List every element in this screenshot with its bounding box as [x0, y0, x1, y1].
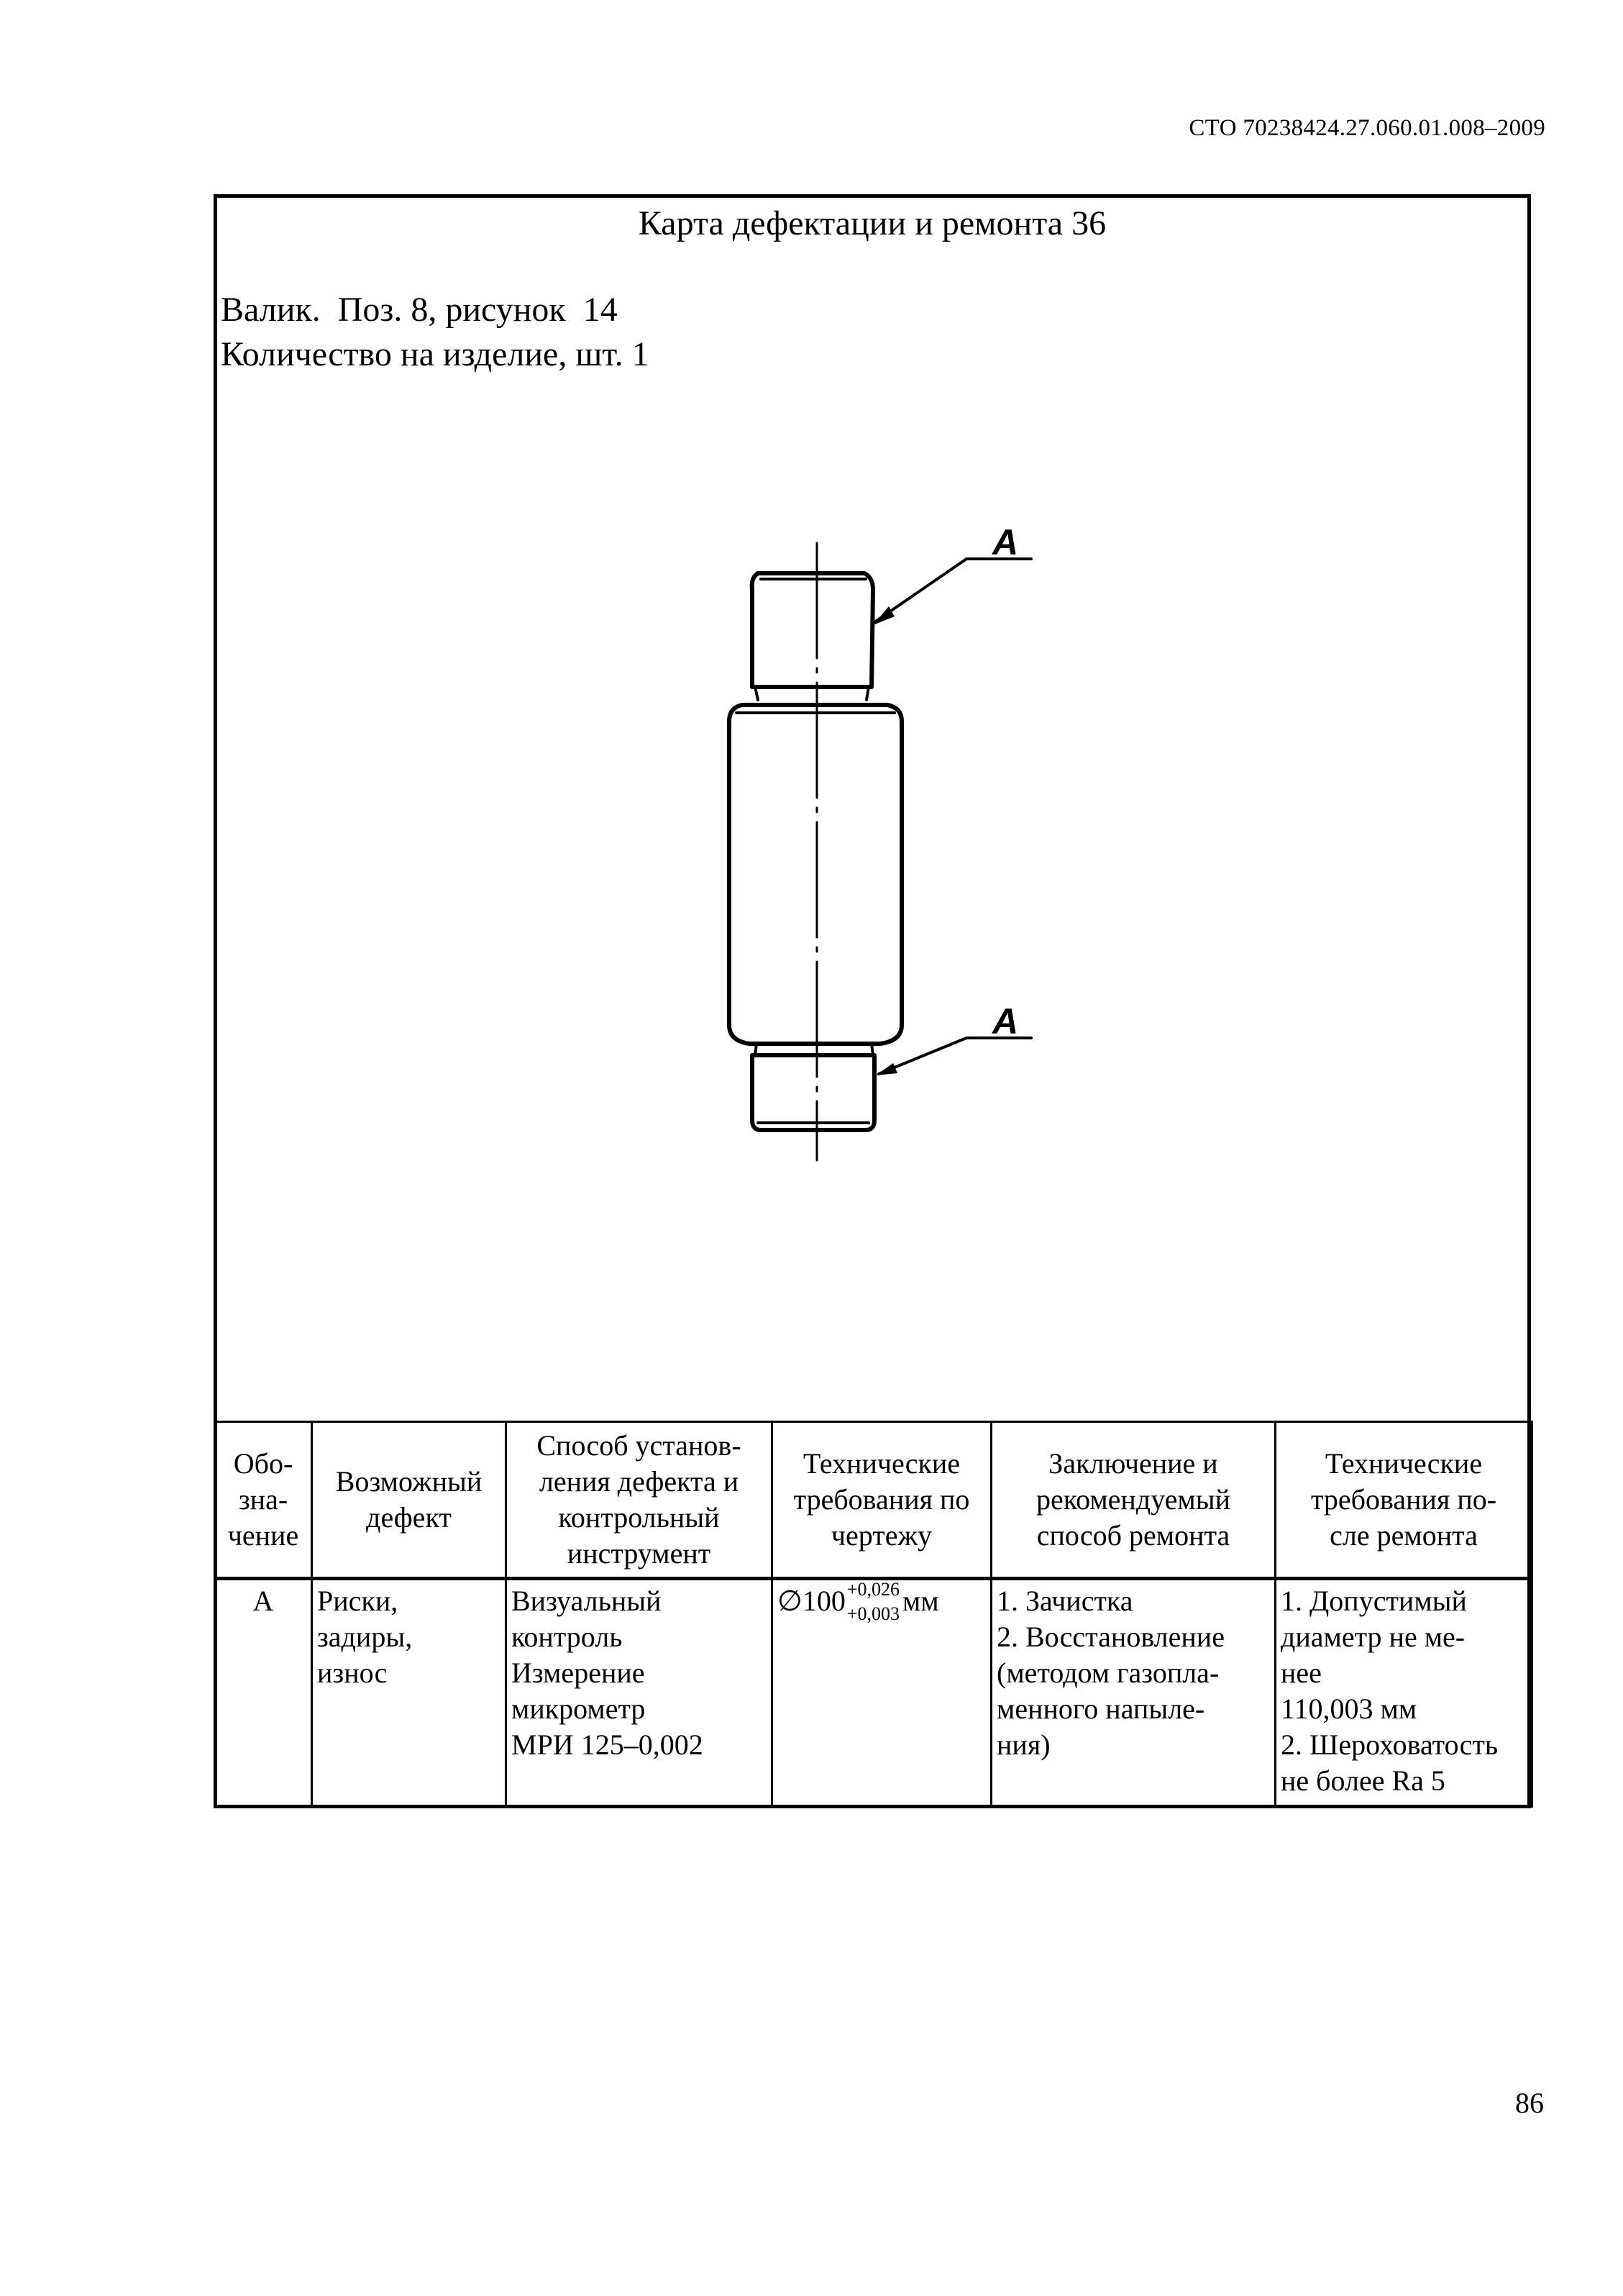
- unit: мм: [902, 1585, 939, 1617]
- cell-defect: Риски, задиры, износ: [312, 1579, 506, 1807]
- lower-tolerance: +0,003: [846, 1603, 900, 1624]
- table-row: [215, 1579, 1532, 1807]
- defect-table: [214, 1421, 1533, 1808]
- tolerance: [847, 1580, 900, 1623]
- table-header-row: [215, 1422, 1532, 1579]
- header-designation: Обо- зна- чение: [215, 1422, 312, 1579]
- cell-designation: А: [215, 1579, 312, 1807]
- upper-tolerance: +0,026: [846, 1579, 900, 1600]
- nominal-size: 100: [802, 1585, 846, 1617]
- cell-method: Визуальный контроль Измерение микрометр МРИ 125–0,002: [506, 1579, 772, 1807]
- page-number: 86: [1515, 2087, 1544, 2119]
- cell-after-repair: 1. Допустимый диаметр не ме- нее 110,003 мм 2. Шероховатость не более Ra 5: [1276, 1579, 1532, 1807]
- header-drawing-requirements: Технические требования по чертежу: [772, 1422, 992, 1579]
- cell-repair-method: 1. Зачистка 2. Восстановление (методом газопла- менного напыле- ния): [992, 1579, 1276, 1807]
- callout-label-top: А: [992, 522, 1019, 562]
- header-detection-method: Способ установ- ления дефекта и контрольный инструмент: [506, 1422, 772, 1579]
- cell-drawing-requirement: [772, 1579, 992, 1807]
- header-possible-defect: Возможный дефект: [312, 1422, 506, 1579]
- header-after-repair-requirements: Технические требования по- сле ремонта: [1276, 1422, 1532, 1579]
- document-code: СТО 70238424.27.060.01.008–2009: [1189, 115, 1545, 141]
- defect-card: [214, 194, 1531, 1808]
- callout-label-bottom: А: [992, 1001, 1019, 1042]
- part-designation: Валик. Поз. 8, рисунок 14: [221, 291, 618, 329]
- diameter-symbol: ∅: [777, 1585, 803, 1617]
- quantity-per-product: Количество на изделие, шт. 1: [221, 335, 649, 373]
- shaft-drawing: [217, 198, 1527, 1421]
- card-title: Карта дефектации и ремонта 36: [638, 204, 1107, 242]
- header-repair-recommendation: Заключение и рекомендуемый способ ремонта: [992, 1422, 1276, 1579]
